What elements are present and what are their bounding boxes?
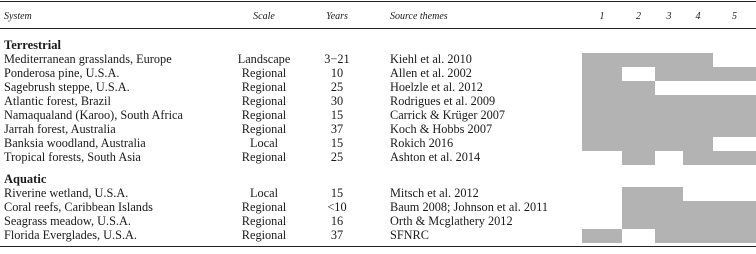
theme-1-cell [582,81,622,95]
header-theme-4: 4 [695,11,701,22]
theme-2-cell [622,53,655,67]
theme-3-cell [655,229,683,243]
cell-source: Hoelzle et al. 2012 [390,80,483,94]
theme-2-cell [622,215,655,229]
cell-scale: Regional [241,66,287,80]
cell-system: Sagebrush steppe, U.S.A. [4,80,130,94]
theme-3-cell [655,187,683,201]
header-scale: Scale [253,11,275,22]
cell-source: Orth & Mcglathery 2012 [390,214,513,228]
cell-system: Jarrah forest, Australia [4,122,116,136]
cell-years: 15 [330,108,344,122]
theme-2-cell [622,137,655,151]
theme-5-cell [713,215,756,229]
header-theme-2: 2 [636,11,641,22]
theme-4-cell [683,95,713,109]
header-theme-3: 3 [666,11,672,22]
cell-scale: Local [250,186,278,200]
theme-3-cell [655,215,683,229]
cell-years: 25 [330,80,344,94]
theme-1-cell [582,123,622,137]
cell-years: 37 [330,122,344,136]
theme-5-cell [713,201,756,215]
header-theme-1: 1 [599,11,605,22]
theme-1-cell [582,67,622,81]
cell-scale: Regional [241,150,287,164]
theme-4-cell [683,123,713,137]
header-rule [0,28,756,29]
cell-system: Seagrass meadow, U.S.A. [4,214,131,228]
header-theme-5: 5 [732,11,737,22]
cell-years: <10 [327,200,347,214]
cell-years: 16 [330,214,344,228]
cell-years: 15 [330,136,344,150]
theme-1-cell [582,229,622,243]
theme-3-cell [655,201,683,215]
cell-years: 30 [330,94,344,108]
theme-2-cell [622,109,655,123]
theme-3-cell [655,137,683,151]
cell-source: Mitsch et al. 2012 [390,186,479,200]
cell-system: Ponderosa pine, U.S.A. [4,66,120,80]
cell-system: Namaqualand (Karoo), South Africa [4,108,183,122]
cell-scale: Landscape [237,52,291,66]
cell-source: SFNRC [390,228,429,242]
cell-years: 37 [330,228,344,242]
theme-3-cell [655,123,683,137]
cell-scale: Local [250,136,278,150]
theme-4-cell [683,215,713,229]
theme-1-cell [582,53,622,67]
cell-scale: Regional [241,108,287,122]
cell-source: Kiehl et al. 2010 [390,52,472,66]
cell-scale: Regional [241,80,287,94]
theme-5-cell [713,151,756,165]
cell-system: Florida Everglades, U.S.A. [4,228,137,242]
cell-years: 3−21 [324,52,350,66]
theme-4-cell [683,151,713,165]
theme-3-cell [655,95,683,109]
cell-source: Baum 2008; Johnson et al. 2011 [390,200,549,214]
theme-5-cell [713,123,756,137]
cell-system: Coral reefs, Caribbean Islands [4,200,153,214]
header-source-themes: Source themes [390,11,448,22]
cell-source: Rokich 2016 [390,136,454,150]
cell-source: Rodrigues et al. 2009 [390,94,496,108]
theme-2-cell [622,123,655,137]
header-years: Years [326,11,348,22]
cell-source: Koch & Hobbs 2007 [390,122,493,136]
theme-3-cell [655,67,683,81]
theme-4-cell [683,67,713,81]
theme-2-cell [622,81,655,95]
top-rule [0,1,756,2]
theme-5-cell [713,109,756,123]
cell-system: Banksia woodland, Australia [4,136,146,150]
theme-4-cell [683,229,713,243]
theme-4-cell [683,201,713,215]
cell-years: 15 [330,186,344,200]
cell-source: Carrick & Krüger 2007 [390,108,506,122]
cell-scale: Regional [241,200,287,214]
theme-3-cell [655,109,683,123]
theme-4-cell [683,53,713,67]
theme-5-cell [713,67,756,81]
theme-2-cell [622,201,655,215]
theme-4-cell [683,137,713,151]
cell-source: Allen et al. 2002 [390,66,472,80]
section-heading: Aquatic [4,172,47,186]
bottom-rule [0,246,756,247]
cell-system: Mediterranean grasslands, Europe [4,52,172,66]
cell-source: Ashton et al. 2014 [390,150,481,164]
cell-years: 25 [330,150,344,164]
cell-system: Atlantic forest, Brazil [4,94,111,108]
theme-2-cell [622,151,655,165]
cell-years: 10 [330,66,344,80]
cell-scale: Regional [241,228,287,242]
theme-5-cell [713,229,756,243]
cell-system: Tropical forests, South Asia [4,150,141,164]
theme-4-cell [683,109,713,123]
cell-system: Riverine wetland, U.S.A. [4,186,129,200]
theme-1-cell [582,109,622,123]
cell-scale: Regional [241,94,287,108]
theme-1-cell [582,95,622,109]
cell-scale: Regional [241,122,287,136]
header-system: System [4,11,32,22]
theme-5-cell [713,95,756,109]
theme-3-cell [655,53,683,67]
section-heading: Terrestrial [4,38,61,52]
theme-1-cell [582,137,622,151]
theme-2-cell [622,95,655,109]
theme-2-cell [622,187,655,201]
cell-scale: Regional [241,214,287,228]
